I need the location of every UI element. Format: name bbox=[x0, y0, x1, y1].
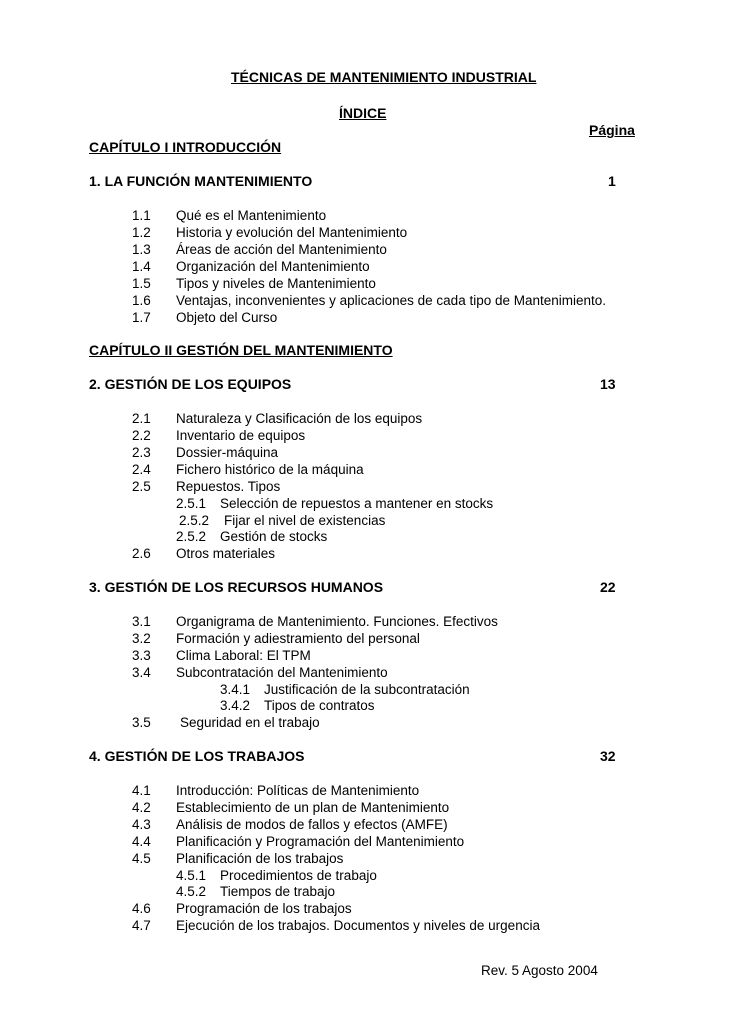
section-1-page: 1 bbox=[608, 173, 616, 189]
item-number: 2.1 bbox=[132, 411, 151, 426]
section-1-title: 1. LA FUNCIÓN MANTENIMIENTO bbox=[89, 173, 313, 189]
item-text: Ejecución de los trabajos. Documentos y niveles de urgencia bbox=[176, 918, 540, 933]
item-text: Qué es el Mantenimiento bbox=[176, 208, 327, 223]
item-text: Naturaleza y Clasificación de los equipos bbox=[176, 411, 423, 426]
item-number: 3.4 bbox=[132, 665, 151, 680]
item-text: Otros materiales bbox=[176, 546, 276, 561]
subitem-text: Fijar el nivel de existencias bbox=[224, 513, 386, 528]
subitem-number: 2.5.2 bbox=[179, 513, 210, 528]
revision-footer: Rev. 5 Agosto 2004 bbox=[481, 963, 598, 978]
subitem-text: Tiempos de trabajo bbox=[220, 884, 336, 899]
subitem-number: 2.5.1 bbox=[176, 496, 207, 511]
item-number: 1.7 bbox=[132, 310, 151, 325]
item-number: 2.2 bbox=[132, 428, 151, 443]
item-text: Seguridad en el trabajo bbox=[180, 715, 320, 730]
item-text: Áreas de acción del Mantenimiento bbox=[176, 242, 387, 257]
section-3-title: 3. GESTIÓN DE LOS RECURSOS HUMANOS bbox=[89, 579, 384, 595]
item-text: Dossier-máquina bbox=[176, 445, 279, 460]
item-number: 1.1 bbox=[132, 208, 151, 223]
index-heading: ÍNDICE bbox=[339, 105, 387, 121]
item-number: 3.1 bbox=[132, 614, 151, 629]
subitem-number: 2.5.2 bbox=[176, 529, 207, 544]
item-number: 4.3 bbox=[132, 817, 151, 832]
item-text: Historia y evolución del Mantenimiento bbox=[176, 225, 408, 240]
chapter-2-heading: CAPÍTULO II GESTIÓN DEL MANTENIMIENTO bbox=[89, 342, 393, 358]
item-number: 3.2 bbox=[132, 631, 151, 646]
item-number: 3.5 bbox=[132, 715, 151, 730]
item-text: Formación y adiestramiento del personal bbox=[176, 631, 420, 646]
item-text: Organigrama de Mantenimiento. Funciones. Efectivos bbox=[176, 614, 498, 629]
item-text: Ventajas, inconvenientes y aplicaciones de cada tipo de Mantenimiento. bbox=[176, 293, 607, 308]
item-number: 2.5 bbox=[132, 479, 151, 494]
item-text: Organización del Mantenimiento bbox=[176, 259, 370, 274]
subitem-text: Tipos de contratos bbox=[264, 698, 375, 713]
item-number: 1.6 bbox=[132, 293, 151, 308]
item-number: 4.6 bbox=[132, 901, 151, 916]
chapter-1-heading: CAPÍTULO I INTRODUCCIÓN bbox=[89, 139, 282, 155]
section-2-page: 13 bbox=[600, 376, 616, 392]
subitem-text: Procedimientos de trabajo bbox=[220, 868, 377, 883]
item-number: 2.3 bbox=[132, 445, 151, 460]
item-number: 1.4 bbox=[132, 259, 151, 274]
section-4-title: 4. GESTIÓN DE LOS TRABAJOS bbox=[89, 748, 305, 764]
subitem-text: Gestión de stocks bbox=[220, 529, 328, 544]
item-text: Clima Laboral: El TPM bbox=[176, 648, 311, 663]
item-text: Subcontratación del Mantenimiento bbox=[176, 665, 388, 680]
item-text: Planificación de los trabajos bbox=[176, 851, 344, 866]
item-number: 1.2 bbox=[132, 225, 151, 240]
item-text: Objeto del Curso bbox=[176, 310, 278, 325]
item-text: Introducción: Políticas de Mantenimiento bbox=[176, 783, 420, 798]
item-text: Establecimiento de un plan de Mantenimiento bbox=[176, 800, 450, 815]
item-number: 2.6 bbox=[132, 546, 151, 561]
section-2-title: 2. GESTIÓN DE LOS EQUIPOS bbox=[89, 376, 292, 392]
item-number: 3.3 bbox=[132, 648, 151, 663]
subitem-number: 4.5.1 bbox=[176, 868, 207, 883]
subitem-number: 3.4.1 bbox=[220, 682, 251, 697]
subitem-text: Justificación de la subcontratación bbox=[264, 682, 470, 697]
item-text: Planificación y Programación del Mantenimiento bbox=[176, 834, 465, 849]
item-number: 4.1 bbox=[132, 783, 151, 798]
subitem-number: 4.5.2 bbox=[176, 884, 207, 899]
item-number: 1.3 bbox=[132, 242, 151, 257]
item-text: Análisis de modos de fallos y efectos (AMFE) bbox=[176, 817, 448, 832]
item-text: Tipos y niveles de Mantenimiento bbox=[176, 276, 376, 291]
section-4-page: 32 bbox=[600, 748, 616, 764]
item-number: 2.4 bbox=[132, 462, 151, 477]
subitem-number: 3.4.2 bbox=[220, 698, 251, 713]
item-text: Inventario de equipos bbox=[176, 428, 306, 443]
item-number: 4.2 bbox=[132, 800, 151, 815]
item-number: 4.4 bbox=[132, 834, 151, 849]
subitem-text: Selección de repuestos a mantener en stocks bbox=[220, 496, 494, 511]
document-title: TÉCNICAS DE MANTENIMIENTO INDUSTRIAL bbox=[231, 69, 537, 85]
section-3-page: 22 bbox=[600, 579, 616, 595]
item-number: 1.5 bbox=[132, 276, 151, 291]
item-text: Fichero histórico de la máquina bbox=[176, 462, 364, 477]
item-number: 4.7 bbox=[132, 918, 151, 933]
item-number: 4.5 bbox=[132, 851, 151, 866]
item-text: Repuestos. Tipos bbox=[176, 479, 281, 494]
page-column-label: Página bbox=[589, 122, 635, 138]
item-text: Programación de los trabajos bbox=[176, 901, 352, 916]
